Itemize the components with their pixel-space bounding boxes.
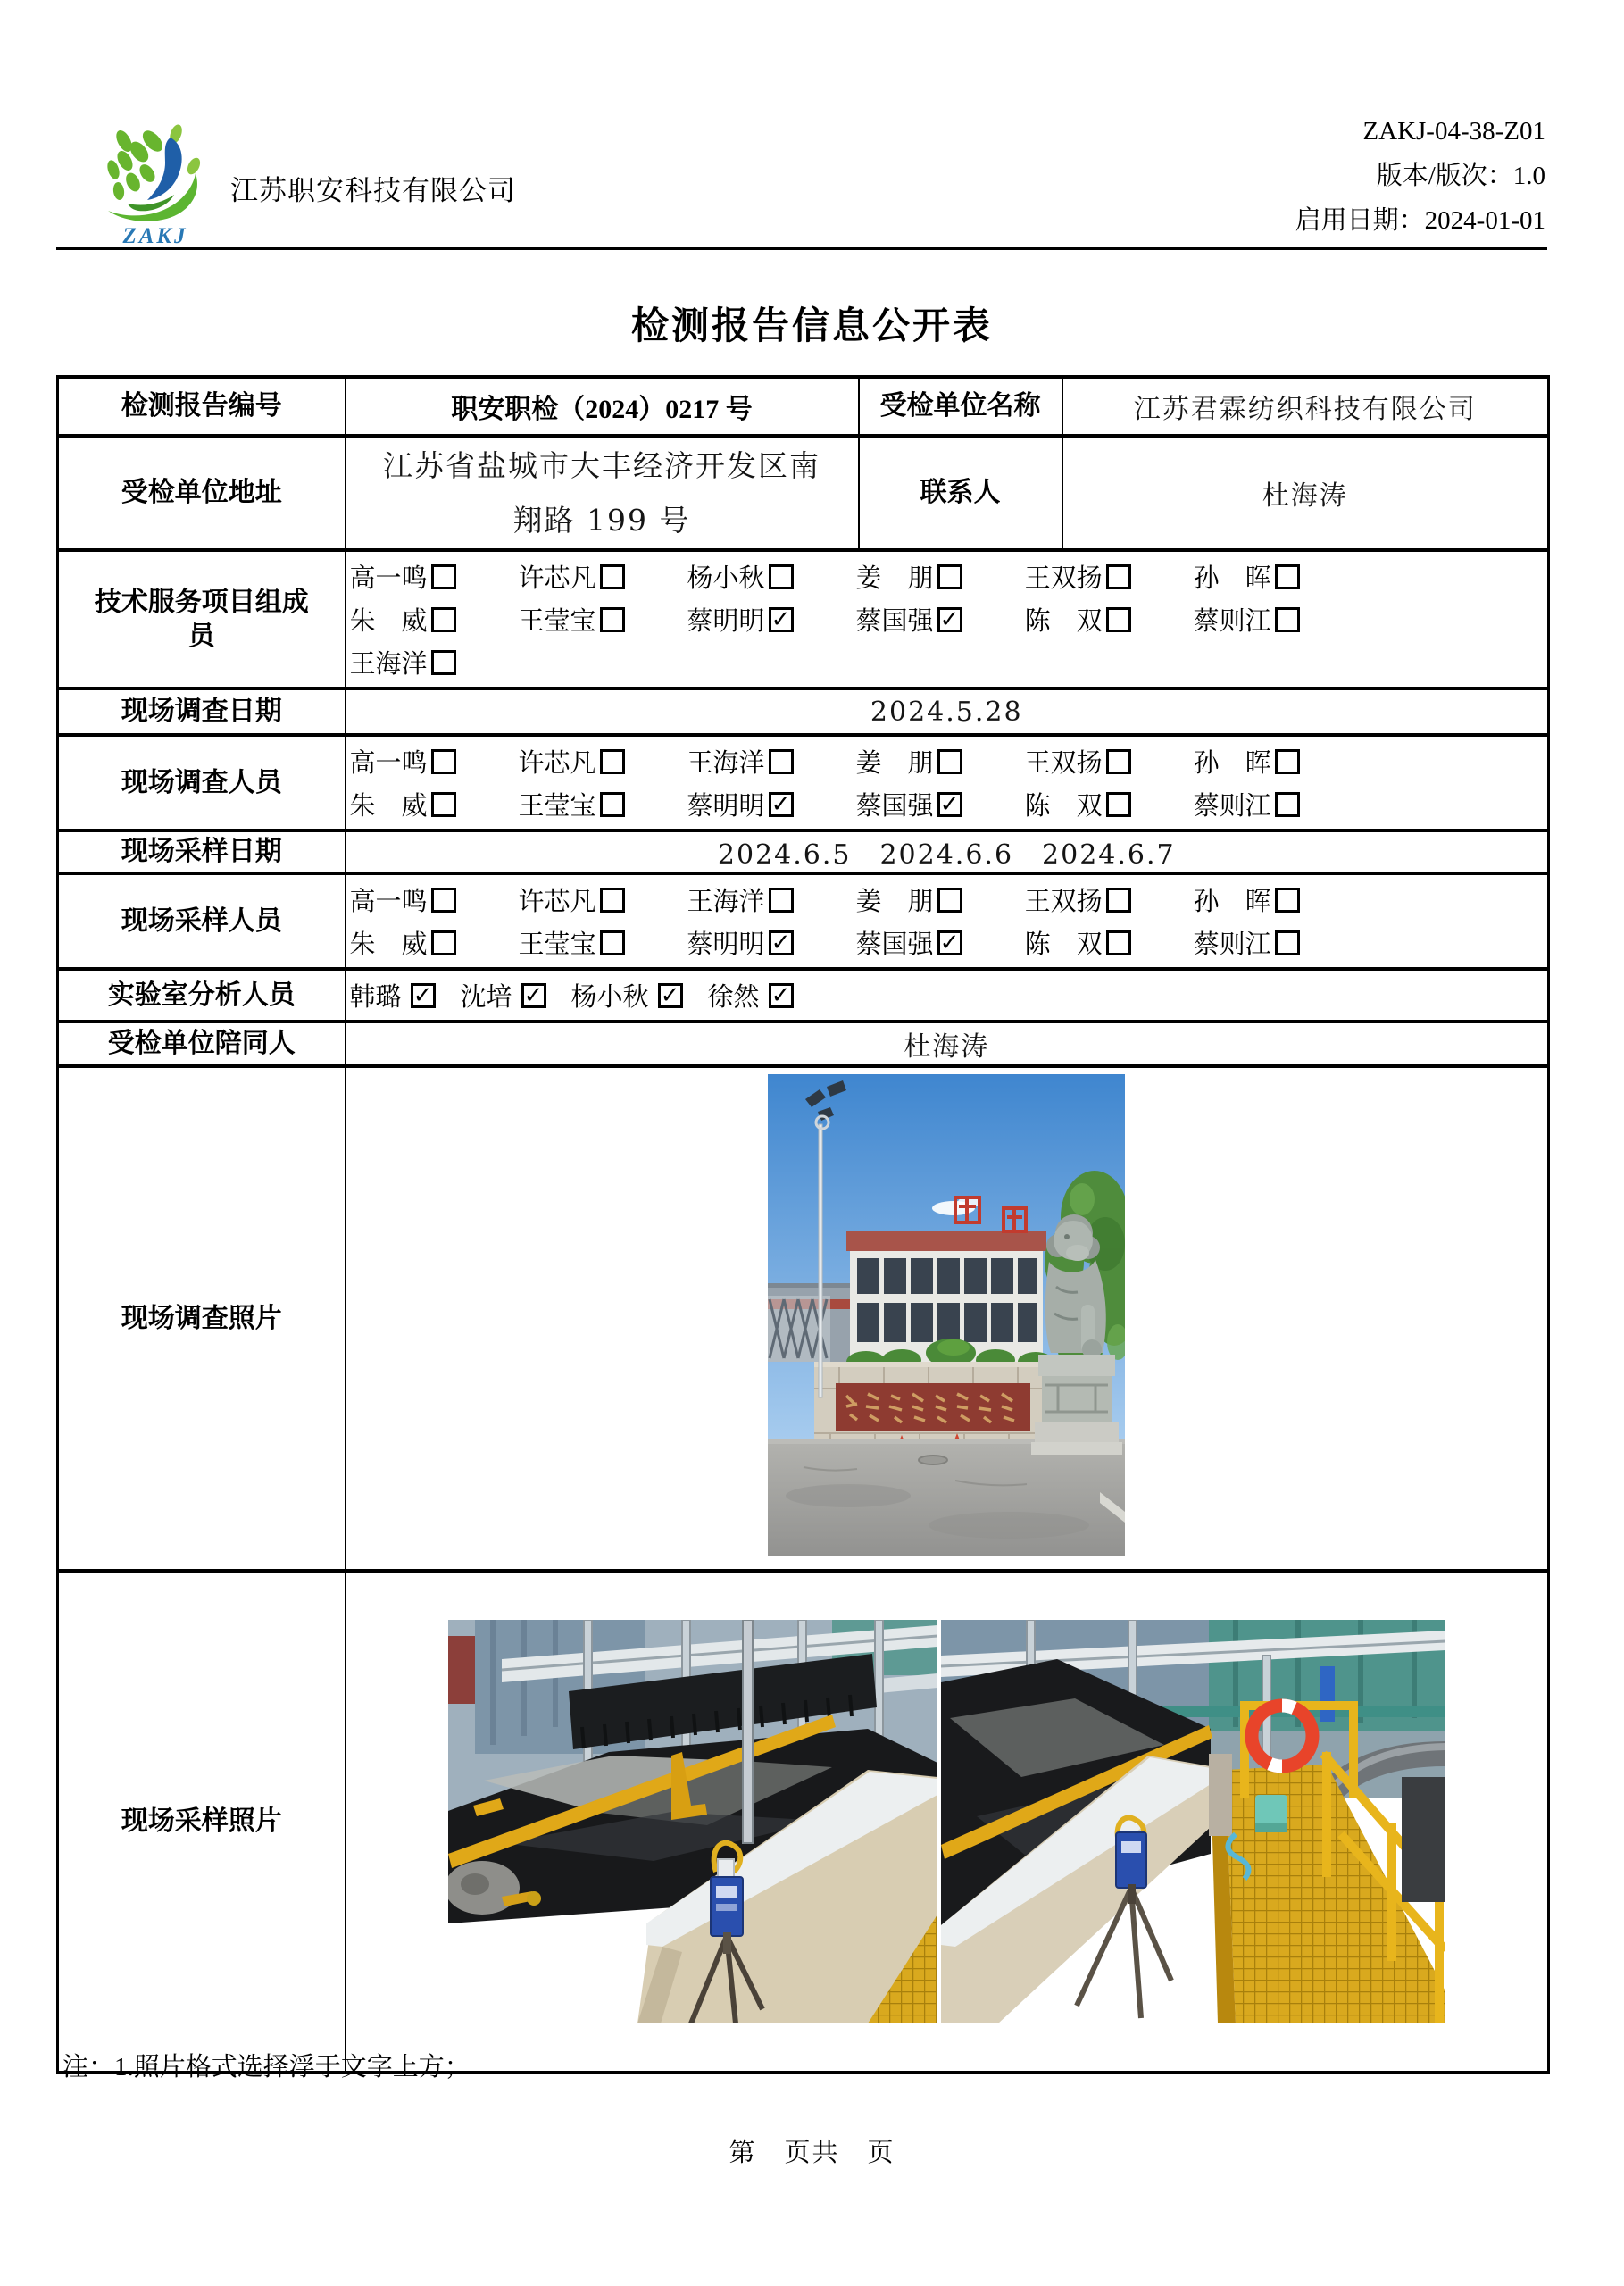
accompany-value: 杜海涛 bbox=[346, 1022, 1549, 1066]
accompany-label: 受检单位陪同人 bbox=[58, 1022, 346, 1066]
staff-name: 高一鸣 bbox=[349, 888, 428, 916]
survey-date-label: 现场调查日期 bbox=[58, 688, 346, 735]
table-row bbox=[58, 377, 1549, 436]
staff-member bbox=[350, 881, 456, 918]
staff-name: 沈培 bbox=[460, 983, 512, 1012]
sampling-photo-cell bbox=[346, 1571, 1549, 2073]
staff-member bbox=[856, 558, 962, 595]
staff-name: 姜 朋 bbox=[855, 564, 934, 593]
checkbox-unchecked-icon bbox=[600, 888, 625, 913]
staff-line bbox=[350, 601, 1545, 638]
doc-version: 版本/版次：1.0 bbox=[1376, 162, 1545, 190]
lab-staff-cell bbox=[346, 969, 1549, 1022]
staff-member bbox=[461, 977, 546, 1014]
staff-name: 王海洋 bbox=[687, 749, 765, 778]
staff-name: 蔡国强 bbox=[855, 930, 934, 959]
staff-member bbox=[350, 924, 456, 961]
site-survey-photo bbox=[768, 1074, 1125, 1556]
sampling-staff-label: 现场采样人员 bbox=[58, 873, 346, 969]
address-line-1: 江苏省盐城市大丰经济开发区南 bbox=[383, 447, 820, 483]
staff-member bbox=[350, 786, 456, 822]
staff-member bbox=[350, 601, 456, 638]
checkbox-unchecked-icon bbox=[1275, 930, 1300, 955]
company-name: 江苏职安科技有限公司 bbox=[230, 175, 516, 206]
staff-member bbox=[519, 601, 625, 638]
staff-name: 王海洋 bbox=[687, 888, 765, 916]
team-members-cell bbox=[346, 550, 1549, 688]
staff-member bbox=[856, 601, 962, 638]
table-row bbox=[58, 1571, 1549, 2073]
staff-name: 许芯凡 bbox=[518, 749, 596, 778]
staff-member bbox=[1194, 558, 1300, 595]
checkbox-unchecked-icon bbox=[937, 564, 962, 589]
staff-member bbox=[1194, 743, 1300, 780]
staff-member bbox=[1025, 558, 1131, 595]
checkbox-unchecked-icon bbox=[431, 564, 456, 589]
staff-name: 陈 双 bbox=[1024, 792, 1103, 821]
checkbox-unchecked-icon bbox=[1275, 607, 1300, 632]
staff-name: 杨小秋 bbox=[570, 983, 649, 1012]
checkbox-unchecked-icon bbox=[600, 607, 625, 632]
survey-photo-cell bbox=[346, 1066, 1549, 1571]
checkbox-unchecked-icon bbox=[1275, 792, 1300, 817]
staff-name: 许芯凡 bbox=[518, 888, 596, 916]
staff-member bbox=[1025, 601, 1131, 638]
staff-member bbox=[1025, 743, 1131, 780]
staff-name: 蔡则江 bbox=[1193, 930, 1271, 959]
table-row bbox=[58, 969, 1549, 1022]
staff-name: 姜 朋 bbox=[855, 749, 934, 778]
checkbox-checked-icon: ✓ bbox=[769, 983, 794, 1008]
staff-member bbox=[571, 977, 683, 1014]
staff-member bbox=[687, 601, 794, 638]
unit-address-value bbox=[346, 436, 859, 550]
staff-member bbox=[350, 977, 436, 1014]
team-label: 技术服务项目组成员 bbox=[58, 550, 346, 688]
staff-member bbox=[708, 977, 794, 1014]
sampling-photo-pair bbox=[350, 1620, 1545, 2023]
staff-name: 蔡明明 bbox=[687, 792, 765, 821]
staff-member bbox=[1194, 924, 1300, 961]
staff-name: 蔡明明 bbox=[687, 930, 765, 959]
sampling-date-label: 现场采样日期 bbox=[58, 830, 346, 873]
document-control-block bbox=[1295, 109, 1545, 243]
checkbox-checked-icon: ✓ bbox=[769, 930, 794, 955]
checkbox-unchecked-icon bbox=[1106, 888, 1131, 913]
checkbox-unchecked-icon bbox=[937, 888, 962, 913]
checkbox-unchecked-icon bbox=[937, 749, 962, 774]
sampling-photo-right bbox=[941, 1620, 1445, 2023]
staff-name: 王双扬 bbox=[1024, 564, 1103, 593]
sampling-staff-cell bbox=[346, 873, 1549, 969]
unit-address-label: 受检单位地址 bbox=[58, 436, 346, 550]
page-header bbox=[56, 0, 1547, 250]
staff-member bbox=[350, 558, 456, 595]
staff-member bbox=[856, 881, 962, 918]
staff-member bbox=[687, 558, 794, 595]
report-no-value: 职安职检（2024）0217 号 bbox=[346, 377, 859, 436]
checkbox-unchecked-icon bbox=[600, 749, 625, 774]
doc-code: ZAKJ-04-38-Z01 bbox=[1362, 117, 1545, 146]
staff-name: 王双扬 bbox=[1024, 749, 1103, 778]
contact-value: 杜海涛 bbox=[1062, 436, 1549, 550]
staff-member bbox=[856, 924, 962, 961]
staff-member bbox=[519, 924, 625, 961]
checkbox-checked-icon: ✓ bbox=[937, 607, 962, 632]
page-number-footer: 第 页共 页 bbox=[729, 2139, 895, 2167]
checkbox-unchecked-icon bbox=[1106, 564, 1131, 589]
staff-line bbox=[350, 881, 1545, 918]
staff-name: 蔡则江 bbox=[1193, 607, 1271, 636]
table-row bbox=[58, 873, 1549, 969]
staff-name: 孙 晖 bbox=[1193, 564, 1271, 593]
staff-member bbox=[519, 881, 625, 918]
checkbox-unchecked-icon bbox=[769, 564, 794, 589]
table-row bbox=[58, 830, 1549, 873]
checkbox-unchecked-icon bbox=[1106, 749, 1131, 774]
checkbox-unchecked-icon bbox=[431, 888, 456, 913]
staff-line bbox=[350, 924, 1545, 961]
checkbox-checked-icon: ✓ bbox=[937, 792, 962, 817]
staff-member bbox=[519, 786, 625, 822]
table-row bbox=[58, 1066, 1549, 1571]
page-title: 检测报告信息公开表 bbox=[630, 306, 993, 347]
staff-name: 朱 威 bbox=[349, 792, 428, 821]
staff-member bbox=[1025, 924, 1131, 961]
staff-name: 姜 朋 bbox=[855, 888, 934, 916]
staff-name: 高一鸣 bbox=[349, 749, 428, 778]
staff-name: 韩璐 bbox=[349, 983, 402, 1012]
staff-name: 陈 双 bbox=[1024, 930, 1103, 959]
logo-text: ZAKJ bbox=[122, 224, 188, 246]
checkbox-unchecked-icon bbox=[769, 888, 794, 913]
staff-name: 陈 双 bbox=[1024, 607, 1103, 636]
report-no-label: 检测报告编号 bbox=[58, 377, 346, 436]
staff-line bbox=[350, 743, 1545, 780]
staff-member bbox=[519, 558, 625, 595]
staff-name: 杨小秋 bbox=[687, 564, 765, 593]
checkbox-unchecked-icon bbox=[431, 650, 456, 675]
staff-name: 蔡明明 bbox=[687, 607, 765, 636]
staff-member bbox=[350, 644, 456, 680]
staff-member bbox=[687, 924, 794, 961]
staff-name: 高一鸣 bbox=[349, 564, 428, 593]
staff-name: 孙 晖 bbox=[1193, 749, 1271, 778]
checkbox-checked-icon: ✓ bbox=[769, 607, 794, 632]
staff-name: 王莹宝 bbox=[518, 607, 596, 636]
doc-effective-date: 启用日期：2024-01-01 bbox=[1295, 206, 1545, 235]
staff-member bbox=[1194, 786, 1300, 822]
address-line-2: 翔路 199 号 bbox=[512, 503, 691, 538]
staff-line bbox=[350, 977, 1545, 1014]
checkbox-unchecked-icon bbox=[600, 792, 625, 817]
checkbox-unchecked-icon bbox=[600, 930, 625, 955]
staff-member bbox=[1194, 881, 1300, 918]
staff-name: 王双扬 bbox=[1024, 888, 1103, 916]
staff-member bbox=[1025, 786, 1131, 822]
staff-name: 蔡则江 bbox=[1193, 792, 1271, 821]
staff-name: 朱 威 bbox=[349, 930, 428, 959]
checkbox-unchecked-icon bbox=[431, 607, 456, 632]
unit-name-value: 江苏君霖纺织科技有限公司 bbox=[1062, 377, 1549, 436]
table-row bbox=[58, 436, 1549, 550]
sampling-photo-label: 现场采样照片 bbox=[58, 1571, 346, 2073]
staff-member bbox=[687, 786, 794, 822]
checkbox-unchecked-icon bbox=[1106, 930, 1131, 955]
report-info-table bbox=[56, 375, 1550, 2074]
staff-member bbox=[1025, 881, 1131, 918]
checkbox-checked-icon: ✓ bbox=[411, 983, 436, 1008]
checkbox-unchecked-icon bbox=[431, 792, 456, 817]
checkbox-checked-icon: ✓ bbox=[769, 792, 794, 817]
survey-staff-cell bbox=[346, 735, 1549, 830]
staff-name: 许芯凡 bbox=[518, 564, 596, 593]
checkbox-unchecked-icon bbox=[431, 749, 456, 774]
survey-photo-label: 现场调查照片 bbox=[58, 1066, 346, 1571]
checkbox-unchecked-icon bbox=[1106, 607, 1131, 632]
unit-name-label: 受检单位名称 bbox=[859, 377, 1062, 436]
staff-name: 徐然 bbox=[707, 983, 760, 1012]
checkbox-unchecked-icon bbox=[431, 930, 456, 955]
note-text: 注：1.照片格式选择浮于文字上方； bbox=[62, 2053, 471, 2082]
checkbox-checked-icon: ✓ bbox=[521, 983, 546, 1008]
table-row bbox=[58, 1022, 1549, 1066]
survey-date-value: 2024.5.28 bbox=[346, 688, 1549, 735]
staff-member bbox=[856, 743, 962, 780]
checkbox-checked-icon: ✓ bbox=[937, 930, 962, 955]
staff-member bbox=[687, 881, 794, 918]
staff-name: 孙 晖 bbox=[1193, 888, 1271, 916]
checkbox-unchecked-icon bbox=[1275, 564, 1300, 589]
checkbox-checked-icon: ✓ bbox=[658, 983, 683, 1008]
checkbox-unchecked-icon bbox=[769, 749, 794, 774]
lab-staff-label: 实验室分析人员 bbox=[58, 969, 346, 1022]
checkbox-unchecked-icon bbox=[1275, 749, 1300, 774]
staff-name: 蔡国强 bbox=[855, 792, 934, 821]
checkbox-unchecked-icon bbox=[1106, 792, 1131, 817]
staff-member bbox=[856, 786, 962, 822]
sampling-photo-left bbox=[448, 1620, 937, 2023]
staff-name: 蔡国强 bbox=[855, 607, 934, 636]
contact-label: 联系人 bbox=[859, 436, 1062, 550]
company-logo-icon bbox=[101, 114, 210, 246]
table-row bbox=[58, 735, 1549, 830]
staff-name: 王海洋 bbox=[349, 650, 428, 679]
staff-member bbox=[350, 743, 456, 780]
staff-name: 朱 威 bbox=[349, 607, 428, 636]
staff-line bbox=[350, 558, 1545, 595]
checkbox-unchecked-icon bbox=[600, 564, 625, 589]
staff-member bbox=[1194, 601, 1300, 638]
staff-name: 王莹宝 bbox=[518, 930, 596, 959]
staff-member bbox=[519, 743, 625, 780]
staff-line bbox=[350, 786, 1545, 822]
checkbox-unchecked-icon bbox=[1275, 888, 1300, 913]
table-row bbox=[58, 550, 1549, 688]
table-row bbox=[58, 688, 1549, 735]
survey-staff-label: 现场调查人员 bbox=[58, 735, 346, 830]
staff-member bbox=[687, 743, 794, 780]
sampling-date-value: 2024.6.5 2024.6.6 2024.6.7 bbox=[346, 830, 1549, 873]
staff-name: 王莹宝 bbox=[518, 792, 596, 821]
staff-line bbox=[350, 644, 1545, 680]
